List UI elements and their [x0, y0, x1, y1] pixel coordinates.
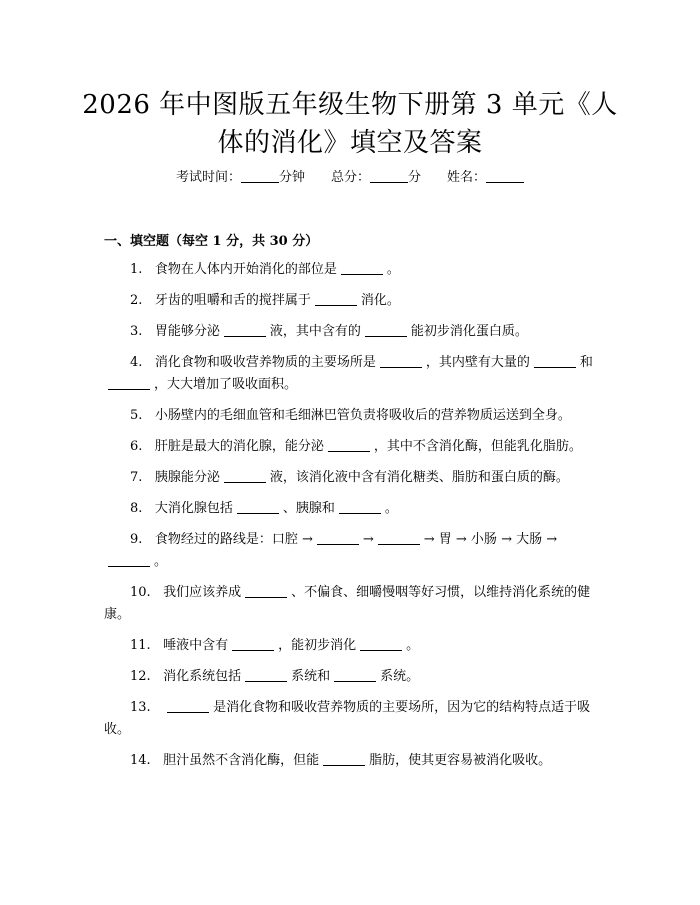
question-number: 14.: [130, 753, 164, 768]
question-number: 6.: [130, 439, 155, 454]
question-item: [104, 666, 600, 688]
answer-blank: [315, 291, 357, 306]
time-label: 考试时间：: [175, 170, 241, 185]
question-number: 3.: [130, 324, 155, 339]
answer-blank: [328, 437, 370, 452]
answer-blank: [534, 353, 576, 368]
question-text: 牙齿的咀嚼和舌的搅拌属于: [154, 293, 311, 308]
question-number: 11.: [130, 638, 164, 653]
question-text: 小肠壁内的毛细血管和毛细淋巴管负责将吸收后的营养物质运送到全身。: [154, 408, 571, 423]
question-text: 胃能够分泌: [154, 324, 220, 339]
answer-blank: [245, 583, 287, 598]
question-item: [104, 436, 600, 458]
question-text: 液，该消化液中含有消化糖类、脂肪和蛋白质的酶。: [269, 470, 569, 485]
question-text: 食物在人体内开始消化的部位是: [154, 262, 337, 277]
question-text: 、不偏食、细嚼慢咽等好习惯，以维持消化系统的健康。: [104, 585, 591, 622]
answer-blank: [167, 698, 209, 713]
question-item: [104, 498, 600, 520]
question-text: 胆汁虽然不含消化酶，但能: [163, 753, 320, 768]
time-blank: [241, 168, 279, 183]
answer-blank: [339, 499, 381, 514]
name-label: 姓名：: [447, 170, 487, 185]
question-text: 脂肪，使其更容易被消化吸收。: [369, 753, 552, 768]
question-item: [104, 467, 600, 489]
question-number: 5.: [130, 408, 155, 423]
score-blank: [370, 168, 408, 183]
answer-blank: [378, 530, 420, 545]
exam-meta: [0, 168, 700, 188]
answer-blank: [380, 353, 422, 368]
question-text: 唾液中含有: [163, 638, 229, 653]
question-text: 和: [579, 355, 593, 370]
question-text: →: [362, 532, 374, 547]
section-heading: 一、填空题（每空 1 分，共 30 分）: [104, 234, 319, 249]
title-line-2: 体的消化》填空及答案: [217, 128, 483, 158]
answer-blank: [365, 322, 407, 337]
answer-blank: [323, 751, 365, 766]
question-text: 是消化食物和吸收营养物质的主要场所，因为它的结构特点适于吸收。: [104, 700, 591, 737]
answer-blank: [334, 667, 376, 682]
question-text: 食物经过的路线是：口腔 →: [154, 532, 313, 547]
page-title: [70, 86, 630, 162]
answer-blank: [108, 552, 150, 567]
question-item: [104, 352, 600, 396]
answer-blank: [224, 322, 266, 337]
question-number: 7.: [130, 470, 155, 485]
question-text: 系统和: [291, 669, 331, 684]
question-item: [104, 290, 600, 312]
question-number: 1.: [130, 262, 155, 277]
question-number: 9.: [130, 532, 155, 547]
question-number: 8.: [130, 501, 155, 516]
question-item: [104, 405, 600, 427]
title-line-1: 2026 年中图版五年级生物下册第 3 单元《人: [82, 90, 618, 120]
question-text: → 胃 → 小肠 → 大肠 →: [423, 532, 558, 547]
question-text: 消化食物和吸收营养物质的主要场所是: [154, 355, 376, 370]
question-text: 消化。: [360, 293, 400, 308]
question-item: [104, 582, 600, 626]
question-number: 10.: [130, 585, 164, 600]
question-text: ，大大增加了吸收面积。: [154, 377, 298, 392]
question-text: ，其内壁有大量的: [425, 355, 530, 370]
question-text: 胰腺能分泌: [154, 470, 220, 485]
question-text: 、胰腺和: [282, 501, 335, 516]
question-text: 。: [386, 262, 400, 277]
question-text: 系统。: [380, 669, 420, 684]
name-blank: [486, 168, 524, 183]
score-label: 总分：: [330, 170, 370, 185]
question-item: [104, 259, 600, 281]
question-item: [104, 750, 600, 772]
time-unit: 分钟: [278, 170, 305, 185]
question-item: [104, 697, 600, 741]
question-text: 。: [406, 638, 420, 653]
score-unit: 分: [408, 170, 422, 185]
answer-blank: [341, 260, 383, 275]
question-number: 13.: [130, 700, 164, 715]
question-number: 2.: [130, 293, 155, 308]
answer-blank: [245, 667, 287, 682]
answer-blank: [108, 375, 150, 390]
question-number: 12.: [130, 669, 164, 684]
question-text: 能初步消化蛋白质。: [410, 324, 528, 339]
question-text: 。: [384, 501, 398, 516]
answer-blank: [237, 499, 279, 514]
question-text: 消化系统包括: [163, 669, 242, 684]
answer-blank: [360, 636, 402, 651]
question-text: 。: [154, 554, 168, 569]
answer-blank: [232, 636, 274, 651]
answer-blank: [224, 468, 266, 483]
question-text: 我们应该养成: [163, 585, 242, 600]
question-item: [104, 529, 600, 573]
question-text: 液，其中含有的: [269, 324, 361, 339]
question-text: ，其中不含消化酶，但能乳化脂肪。: [373, 439, 582, 454]
question-text: 大消化腺包括: [154, 501, 233, 516]
question-text: 肝脏是最大的消化腺，能分泌: [154, 439, 324, 454]
question-item: [104, 321, 600, 343]
question-number: 4.: [130, 355, 155, 370]
question-list: [104, 259, 600, 781]
question-text: ，能初步消化: [278, 638, 357, 653]
answer-blank: [317, 530, 359, 545]
question-item: [104, 635, 600, 657]
